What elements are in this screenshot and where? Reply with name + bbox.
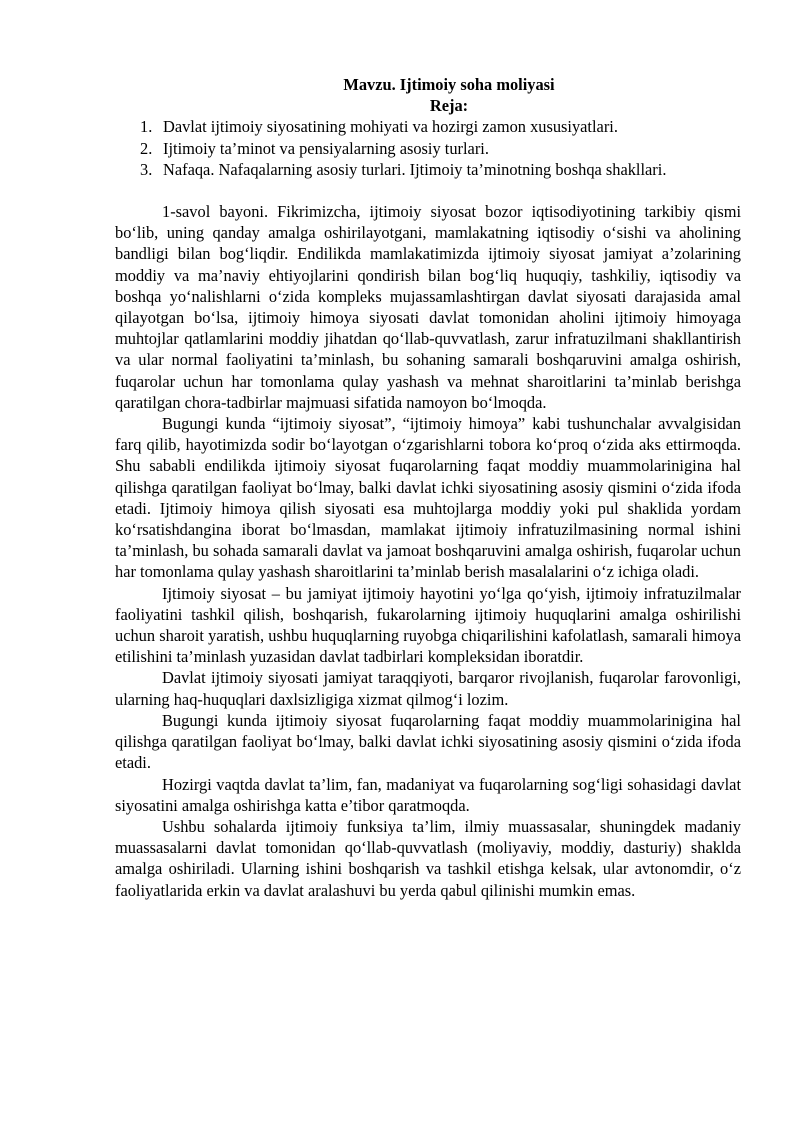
body-paragraph: Bugungi kunda “ijtimoiy siyosat”, “ijtimoiy himoya” kabi tushunchalar avvalgisidan farq qilib, hayotimizda sodir bo‘layotgan o‘zgarishlarni tobora ko‘proq o‘zida aks ettirmoqda. Shu sababli endilikda ijtimoiy siyosat fuqarolarning faqat moddiy muammolarinigina hal qilishga qaratilgan faoliyat bo‘lmay, balki davlat ichki siyosatining asosiy qismini o‘zida ifoda etadi. Ijtimoiy himoya qilish siyosati esa muhtojlarga moddiy yoki pul shaklida yordam ko‘rsatishdangina iborat bo‘lmasdan, mamlakat ijtimoiy infratuzilmasining normal ishini ta’minlash, bu sohada samarali davlat va jamoat boshqaruvini amalga oshirish, fuqarolar uchun har tomonlama qulay yashash sharoitlarini ta’minlab berish masalalarini o‘z ichiga oladi.: [115, 414, 741, 582]
plan-heading: Reja:: [429, 96, 469, 116]
body-paragraph: Hozirgi vaqtda davlat ta’lim, fan, madaniyat va fuqarolarning sog‘ligi sohasidagi davlat siyosatini amalga oshirishga katta e’tibor qaratmoqda.: [115, 774, 741, 815]
plan-item: [115, 159, 741, 180]
plan-item-text: Nafaqa. Nafaqalarning asosiy turlari. Ijtimoiy ta’minotning boshqa shakllari.: [163, 159, 667, 179]
plan-item-number: 3.: [140, 159, 153, 179]
plan-item-number: 2.: [140, 138, 153, 158]
body-paragraph: Ijtimoiy siyosat – bu jamiyat ijtimoiy hayotini yo‘lga qo‘yish, ijtimoiy infratuzilmalar faoliyatini tashkil qilish, boshqarish, fukarolarning ijtimoiy huquqlarini amalga oshirilishi uchun sharoit yaratish, ushbu huquqlarning ruyobga chiqarilishini kafolatlash, samarali himoya etilishini ta’minlash yuzasidan davlat tadbirlari kompleksidan iboratdir.: [115, 583, 741, 667]
body-paragraph: Bugungi kunda ijtimoiy siyosat fuqarolarning faqat moddiy muammolarinigina hal qilishga qaratilgan faoliyat bo‘lmay, balki davlat ichki siyosatining asosiy qismini o‘zida ifoda etadi.: [115, 710, 741, 773]
body-paragraph: 1-savol bayoni. Fikrimizcha, ijtimoiy siyosat bozor iqtisodiyotining tarkibiy qismi bo‘lib, uning qanday amalga oshirilayotgani, mamlakatning iqtisodiy o‘sishi va aholining bandligi bilan bog‘liqdir. Endilikda mamlakatimizda ijtimoiy siyosat jamiyat a’zolarining moddiy va ma’naviy ehtiyojlarini qondirish bilan bog‘liq huquqiy, tashkiliy, iqtisodiy va boshqa yo‘nalishlarni o‘zida kompleks mujassamlashtirgan davlat siyosati darajasida amal qilayotgan bo‘lsa, ijtimoiy himoya siyosati davlat tomonidan aholini ijtimoiy himoyaga muhtojlar qatlamlarini moddiy jihatdan qo‘llab-quvvatlash, zarur infratuzilmani shakllantirish va ular normal faoliyatini ta’minlash, bu sohaning samarali boshqaruvini amalga oshirish, fuqarolar uchun har tomonlama qulay yashash va mehnat sharoitlarini ta’minlab berishga qaratilgan chora-tadbirlar majmuasi sifatida namoyon bo‘lmoqda.: [115, 202, 741, 412]
plan-item: [115, 138, 741, 159]
document-page: [115, 74, 741, 901]
plan-list: [115, 116, 741, 180]
body-paragraph: Davlat ijtimoiy siyosati jamiyat taraqqiyoti, barqaror rivojlanish, fuqarolar farovonligi, ularning haq-huquqlari daxlsizligiga xizmat qilmog‘i lozim.: [115, 668, 741, 709]
plan-item-text: Davlat ijtimoiy siyosatining mohiyati va hozirgi zamon xususiyatlari.: [163, 117, 618, 137]
plan-item: [115, 116, 741, 137]
plan-item-text: Ijtimoiy ta’minot va pensiyalarning asosiy turlari.: [163, 138, 489, 158]
plan-item-number: 1.: [140, 117, 153, 137]
document-title: Mavzu. Ijtimoiy soha moliyasi: [343, 75, 555, 94]
body-paragraph: Ushbu sohalarda ijtimoiy funksiya ta’lim, ilmiy muassasalar, shuningdek madaniy muassasalarni davlat tomonidan qo‘llab-quvvatlash (moliyaviy, moddiy, dasturiy) shaklda amalga oshiriladi. Ularning ishini boshqarish va tashkil etishga kelsak, ular avtonomdir, o‘z faoliyatlarida erkin va davlat aralashuvi bu yerda qabul qilinishi mumkin emas.: [115, 816, 741, 900]
